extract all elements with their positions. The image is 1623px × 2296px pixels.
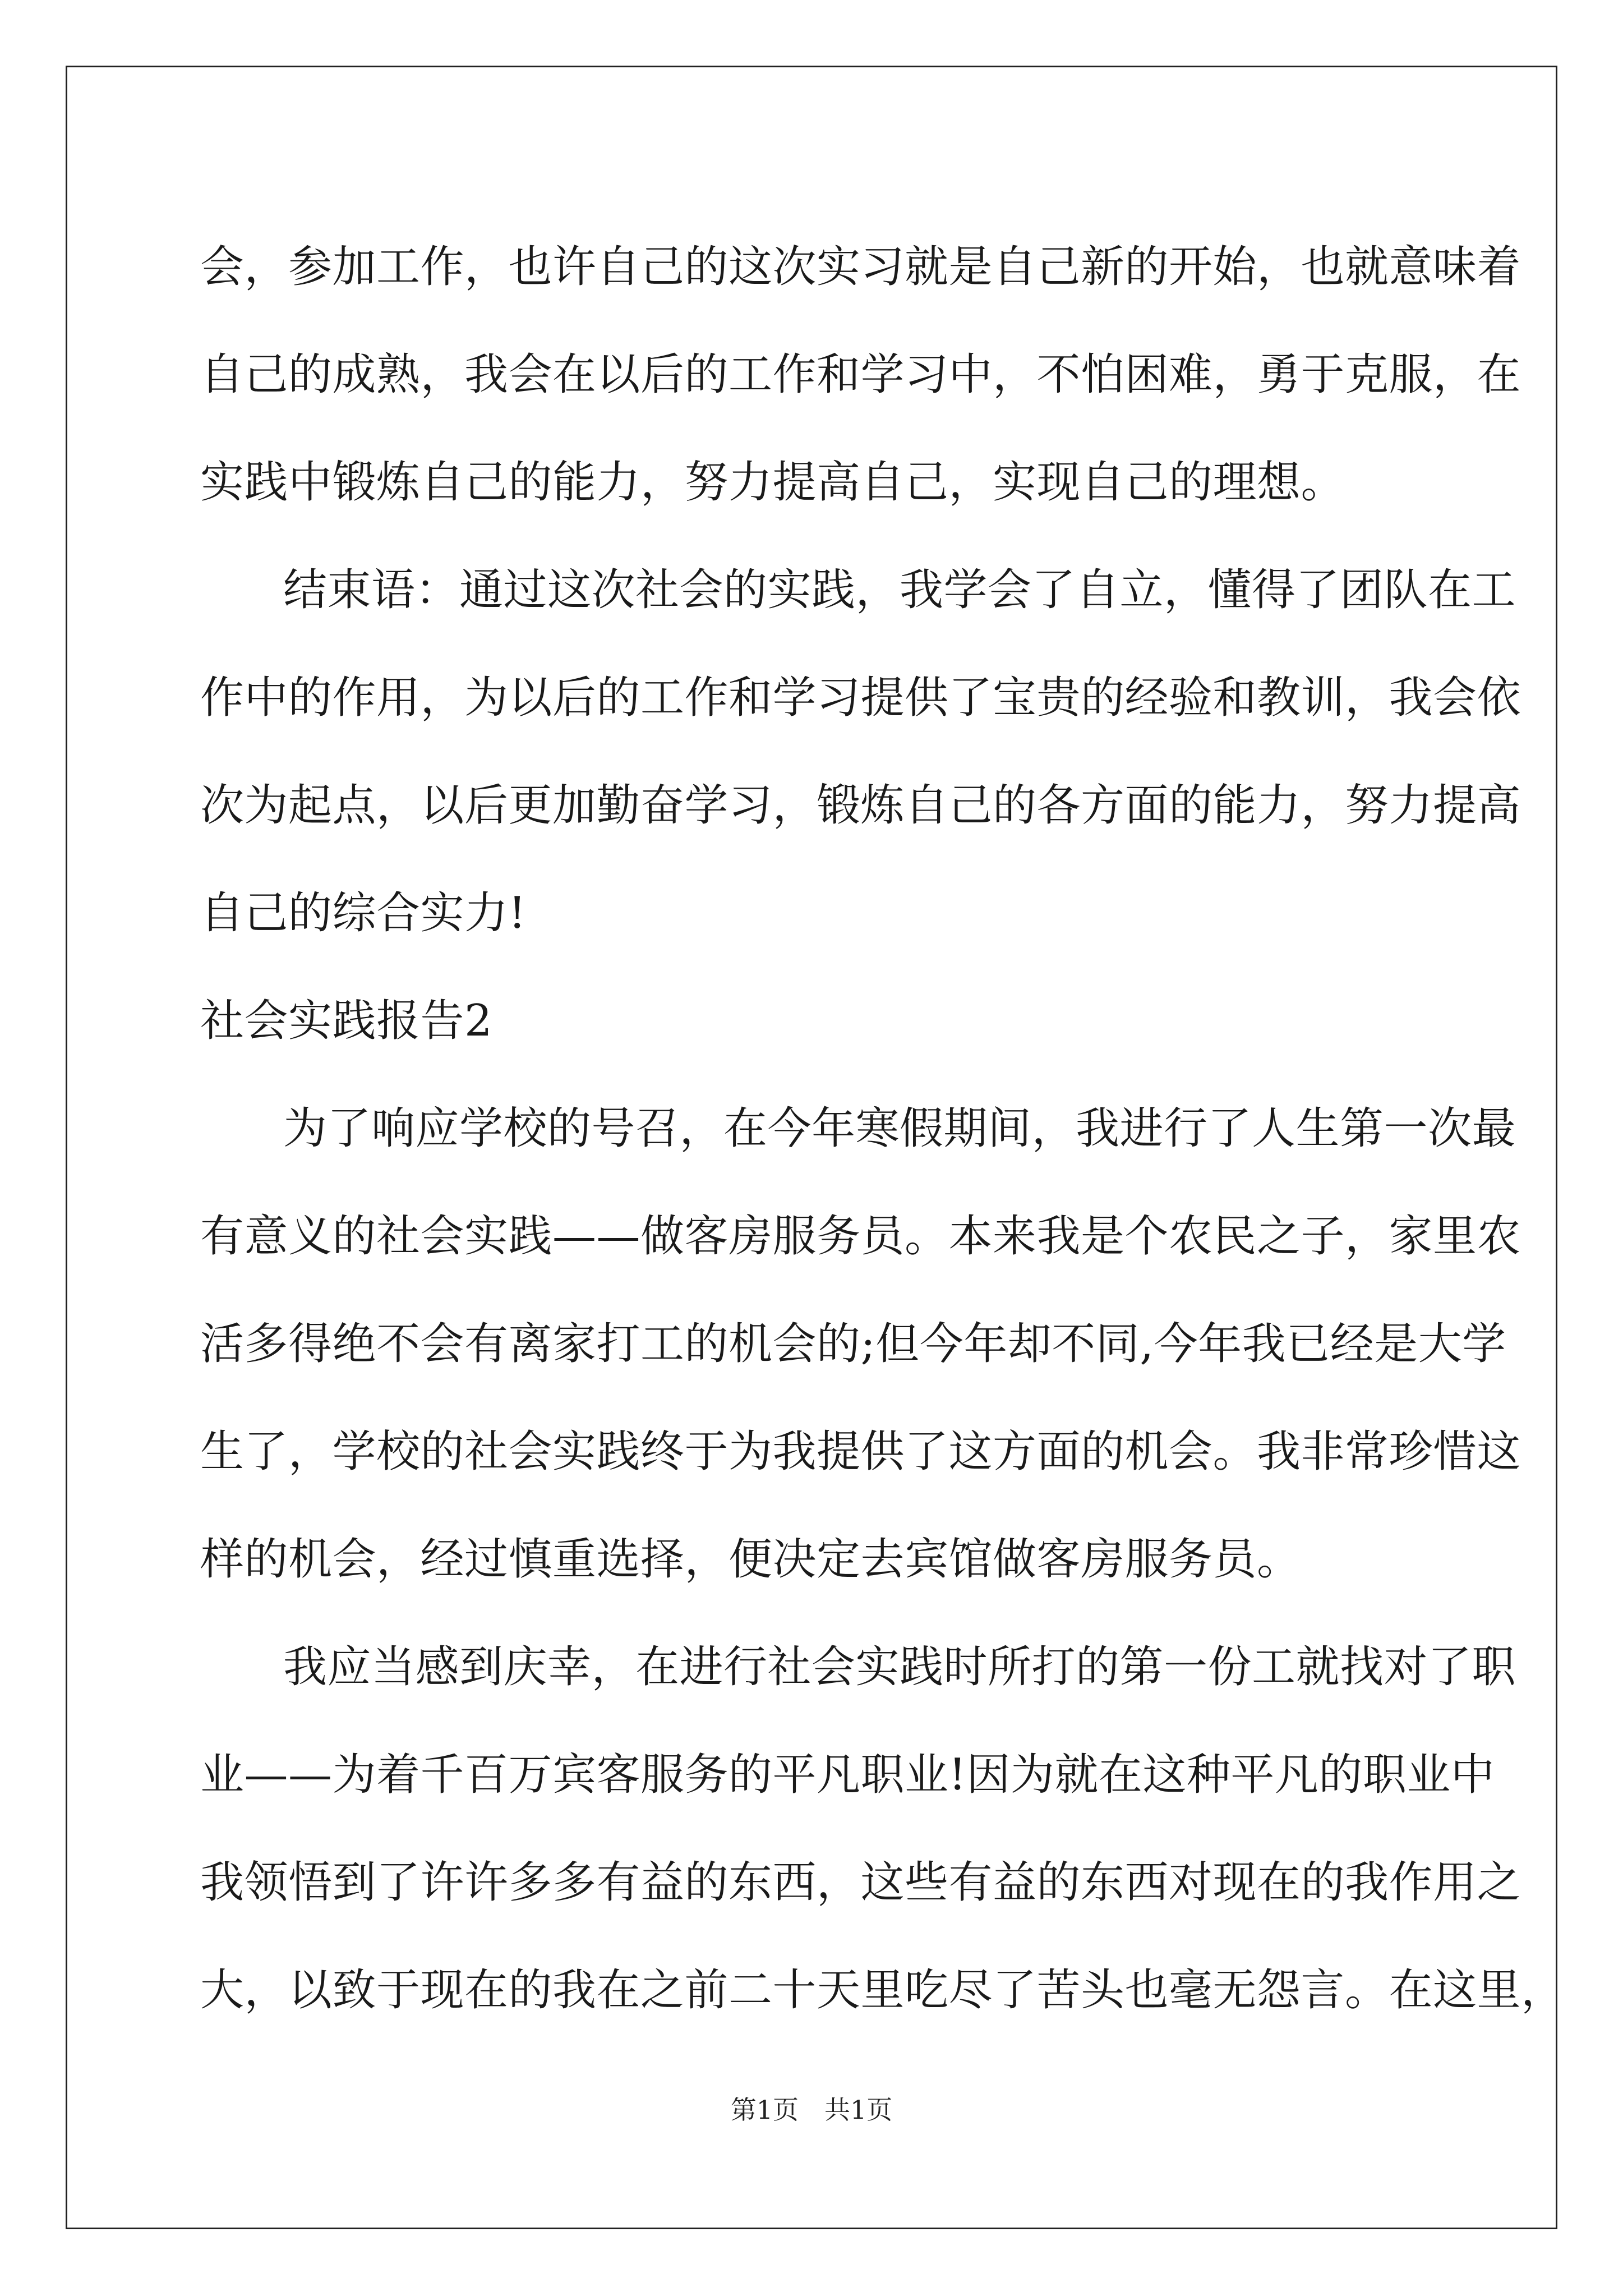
paragraph	[200, 1075, 1521, 1613]
text-line: 我应当感到庆幸，在进行社会实践时所打的第一份工就找对了职	[283, 1642, 1516, 1692]
text-line: 样的机会，经过慎重选择，便决定去宾馆做客房服务员。	[200, 1534, 1301, 1585]
text-line: 活多得绝不会有离家打工的机会的;但今年却不同,今年我已经是大学	[200, 1319, 1506, 1369]
text-line: 次为起点，以后更加勤奋学习，锻炼自己的各方面的能力，努力提高	[200, 780, 1521, 831]
document-body	[200, 213, 1565, 2044]
paragraph-conclusion	[200, 536, 1521, 967]
paragraph-continuation	[200, 213, 1521, 536]
text-line: 有意义的社会实践——做客房服务员。本来我是个农民之子，家里农	[200, 1211, 1521, 1262]
text-line: 自己的综合实力!	[200, 888, 527, 938]
text-line: 作中的作用，为以后的工作和学习提供了宝贵的经验和教训，我会依	[200, 673, 1521, 723]
text-line: 自己的成熟，我会在以后的工作和学习中，不怕困难，勇于克服，在	[200, 349, 1521, 400]
section-heading: 社会实践报告2	[200, 996, 493, 1046]
text-line: 生了，学校的社会实践终于为我提供了这方面的机会。我非常珍惜这	[200, 1427, 1521, 1477]
text-line: 大，以致于现在的我在之前二十天里吃尽了苦头也毫无怨言。在这里，	[200, 1965, 1565, 2016]
paragraph	[200, 1613, 1565, 2044]
text-line: 实践中锻炼自己的能力，努力提高自己，实现自己的理想。	[200, 457, 1345, 508]
text-line: 业——为着千百万宾客服务的平凡职业!因为就在这种平凡的职业中	[200, 1750, 1495, 1800]
text-line: 我领悟到了许许多多有益的东西，这些有益的东西对现在的我作用之	[200, 1857, 1521, 1908]
page-footer: 第1页 共1页	[730, 2095, 893, 2125]
text-line: 为了响应学校的号召，在今年寒假期间，我进行了人生第一次最	[283, 1103, 1516, 1154]
text-line: 会，参加工作，也许自己的这次实习就是自己新的开始，也就意味着	[200, 242, 1521, 292]
text-line: 结束语：通过这次社会的实践，我学会了自立，懂得了团队在工	[283, 565, 1516, 615]
